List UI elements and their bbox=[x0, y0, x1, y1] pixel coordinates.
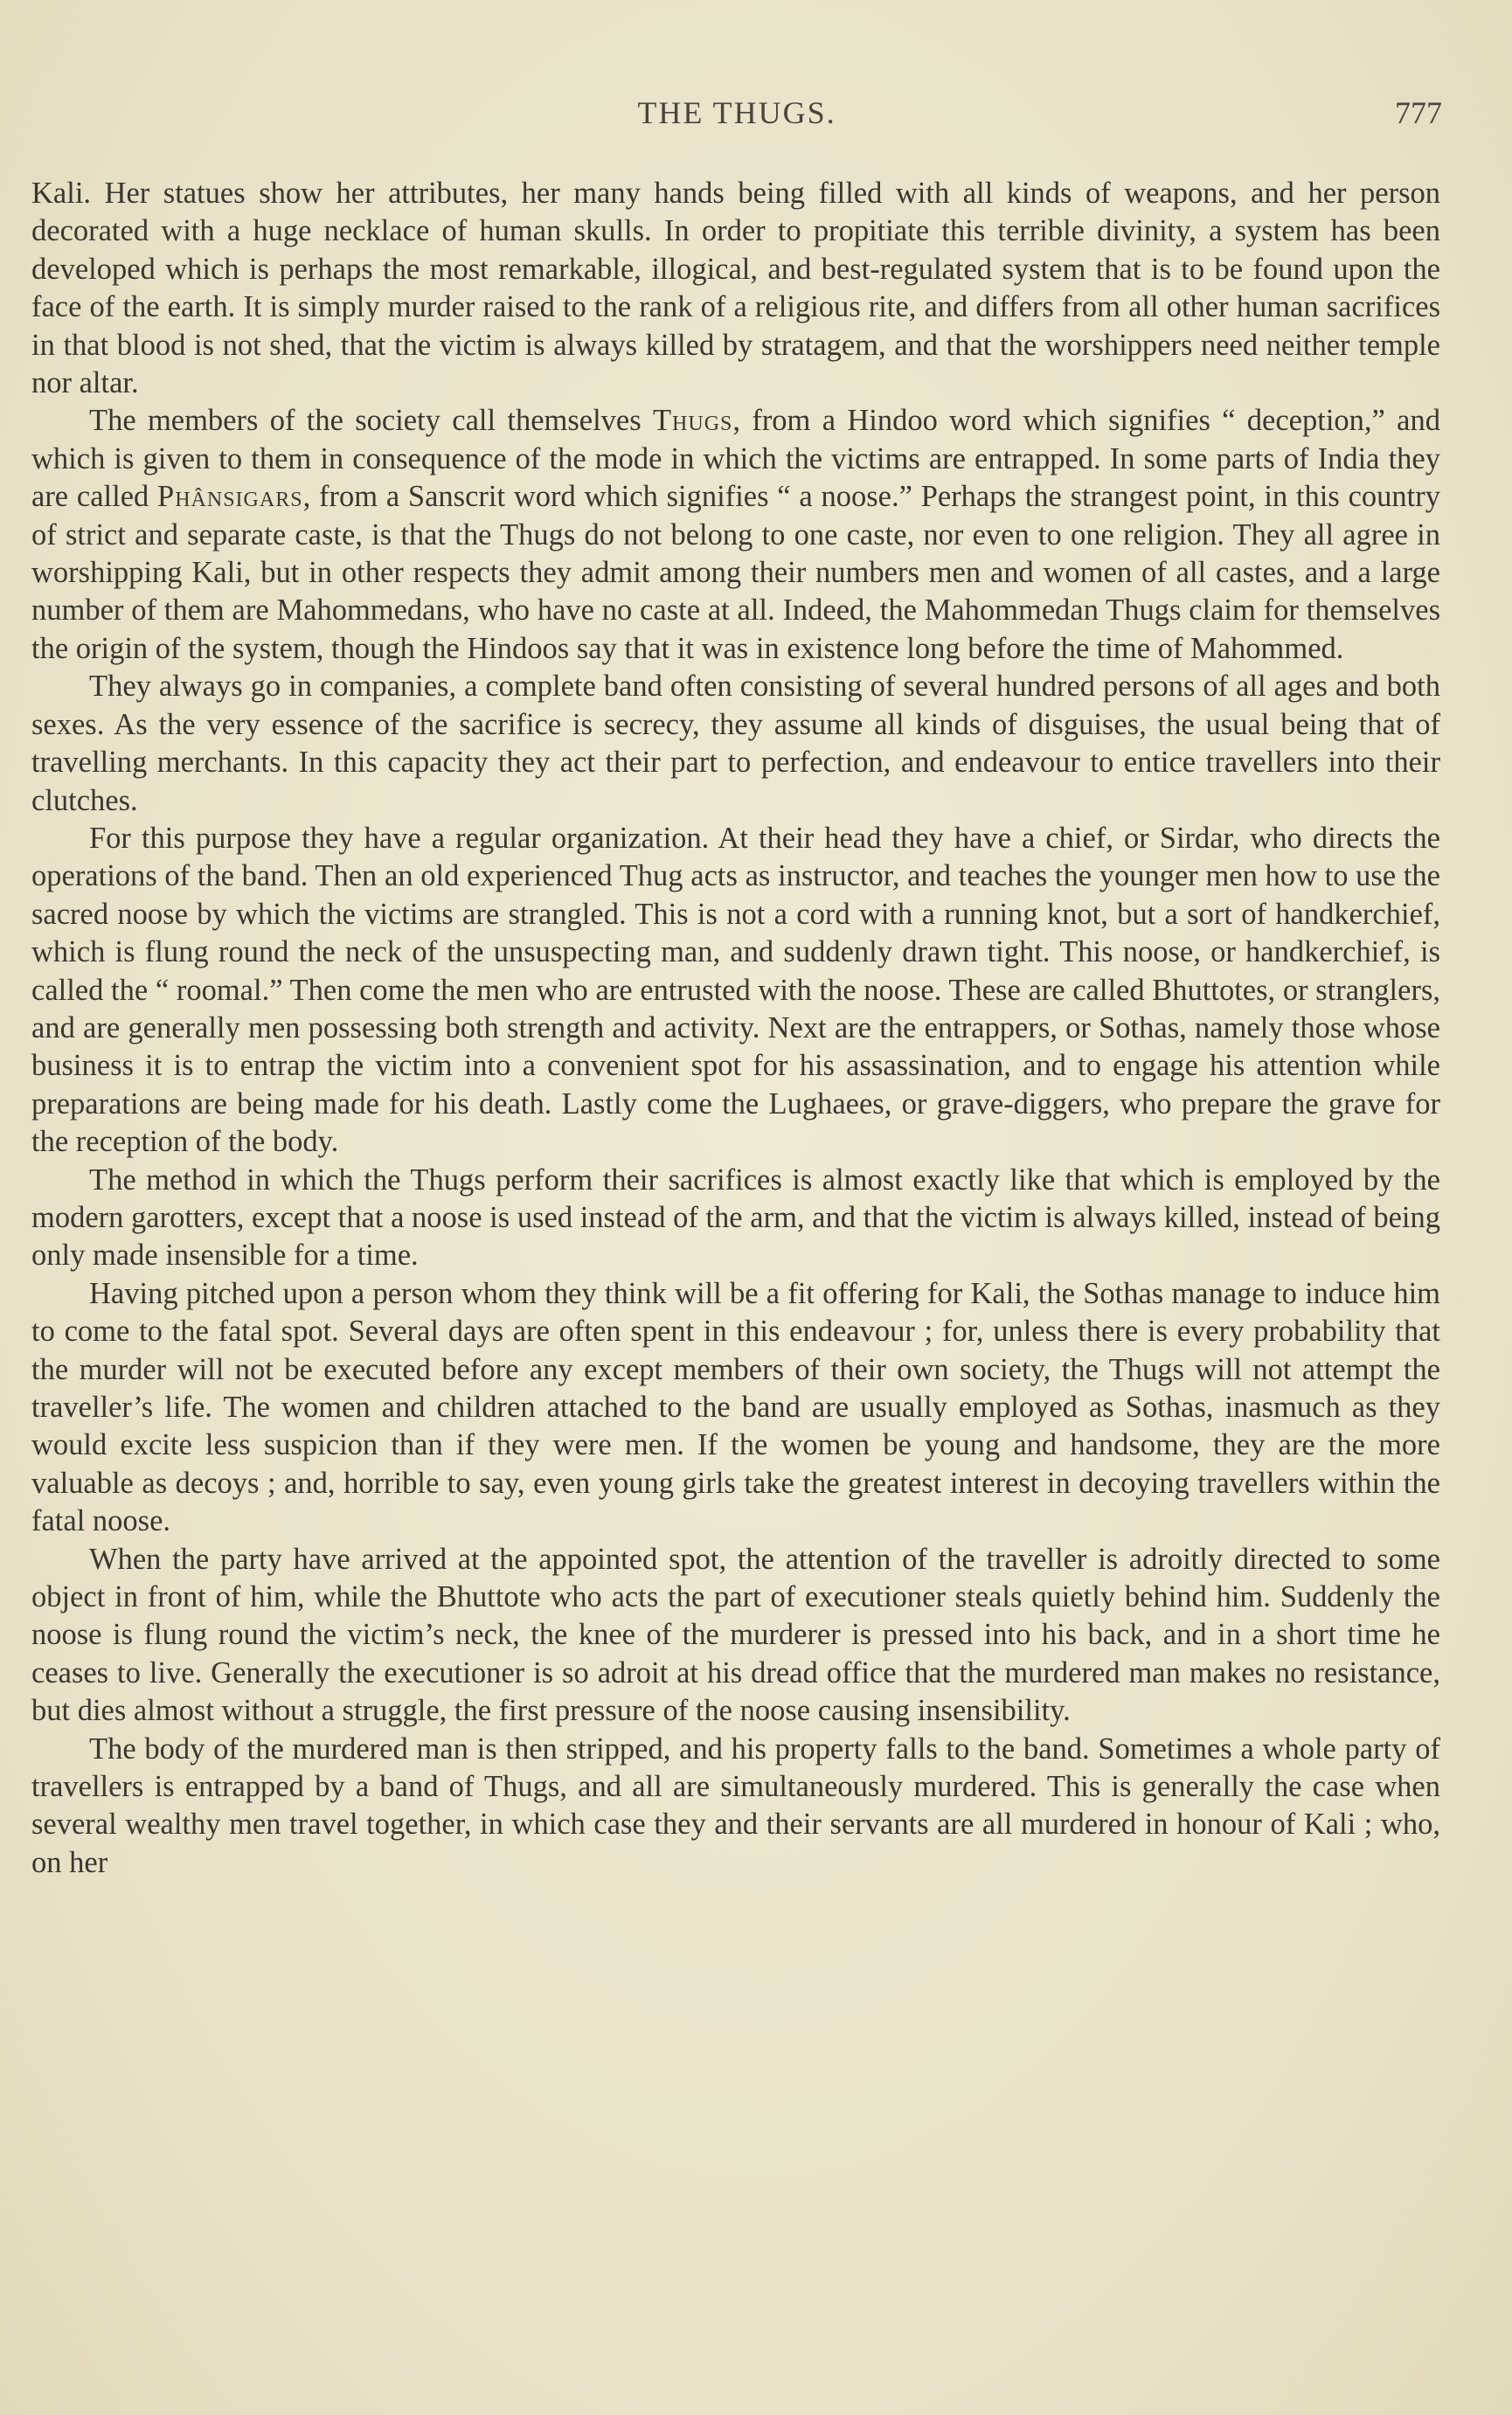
text-run: For this purpose they have a regular organization. At their head they have a chief, or Sirdar, who directs the operations of the band. Then an old experienced Thug acts as instructor, and teaches the younger men how to use the sacred noose by which the victims are strangled. This is not a cord with a running knot, but a sort of handkerchief, which is flung round the neck of the unsuspecting man, and suddenly drawn tight. This noose, or handkerchief, is called the “ roomal.” Then come the men who are entrusted with the noose. These are called Bhuttotes, or stranglers, and are generally men possessing both strength and activity. Next are the entrappers, or Sothas, namely those whose business it is to entrap the victim into a convenient spot for his assassination, and to engage his attention while preparations are being made for his death. Lastly come the Lughaees, or grave-diggers, who prepare the grave for the reception of the body. bbox=[31, 821, 1440, 1159]
page-number: 777 bbox=[1395, 95, 1442, 130]
paragraph bbox=[31, 1275, 1440, 1541]
body-text bbox=[31, 175, 1440, 1882]
small-caps-term: Phânsigars bbox=[157, 480, 303, 514]
text-run: , from a Sanscrit word which signifies “ a noose.” Perhaps the strangest point, in this country of strict and separate caste, is that the Thugs do not belong to one caste, nor even to one religion. They all agree in worshipping Kali, but in other respects they admit among their numbers men and women of all castes, and a large number of them are Mahommedans, who have no caste at all. Indeed, the Mahommedan Thugs claim for themselves the origin of the system, though the Hindoos say that it was in existence long before the time of Mahommed. bbox=[31, 480, 1440, 665]
text-run: They always go in companies, a complete band often consisting of several hundred persons of all ages and both sexes. As the very essence of the sacrifice is secrecy, they assume all kinds of disguises, the usual being that of travelling merchants. In this capacity they act their part to perfection, and endeavour to entice travellers into their clutches. bbox=[31, 670, 1440, 817]
text-run: The method in which the Thugs perform their sacrifices is almost exactly like that which is employed by the modern garotters, except that a noose is used instead of the arm, and that the victim is always killed, instead of being only made insensible for a time. bbox=[31, 1162, 1440, 1273]
text-run: , from a Hindoo word which signifies “ deception,” and which is given to them in consequence of the mode in which the victims are entrapped. In some parts of India they are called bbox=[31, 404, 1440, 514]
paragraph bbox=[31, 820, 1440, 1162]
paragraph bbox=[31, 1541, 1440, 1731]
text-run: The members of the society call themselves bbox=[89, 404, 653, 438]
paragraph bbox=[31, 175, 1440, 402]
running-title: THE THUGS. bbox=[637, 95, 836, 130]
page-header bbox=[31, 94, 1442, 136]
text-run: When the party have arrived at the appointed spot, the attention of the traveller is adroitly directed to some object in front of him, while the Bhuttote who acts the part of executioner steals quietly behind him. Suddenly the noose is flung round the victim’s neck, the knee of the murderer is pressed into his back, and in a short time he ceases to live. Generally the executioner is so adroit at his dread office that the murdered man makes no resistance, but dies almost without a struggle, the first pressure of the noose causing insensibility. bbox=[31, 1542, 1440, 1728]
paragraph bbox=[31, 1731, 1440, 1883]
paragraph bbox=[31, 668, 1440, 820]
paragraph bbox=[31, 402, 1440, 668]
text-run: The body of the murdered man is then stripped, and his property falls to the band. Sometimes a whole party of travellers is entrapped by a band of Thugs, and all are simultaneously murdered. This is generally the case when several wealthy men travel together, in which case they and their servants are all murdered in honour of Kali ; who, on her bbox=[31, 1731, 1440, 1879]
text-run: Kali. Her statues show her attributes, her many hands being filled with all kinds of weapons, and her person decorated with a huge necklace of human skulls. In order to propitiate this terrible divinity, a system has been developed which is perhaps the most remarkable, illogical, and best-regulated system that is to be found upon the face of the earth. It is simply murder raised to the rank of a religious rite, and differs from all other human sacrifices in that blood is not shed, that the victim is always killed by stratagem, and that the worshippers need neither temple nor altar. bbox=[31, 177, 1440, 400]
small-caps-term: Thugs bbox=[652, 404, 733, 438]
text-run: Having pitched upon a person whom they think will be a fit offering for Kali, the Sothas manage to induce him to come to the fatal spot. Several days are often spent in this endeavour ; for, unless there is every probability that the murder will not be executed before any except members of their own society, the Thugs will not attempt the traveller’s life. The women and children attached to the band are usually employed as Sothas, inasmuch as they would excite less suspicion than if they were men. If the women be young and handsome, they are the more valuable as decoys ; and, horrible to say, even young girls take the greatest interest in decoying travellers within the fatal noose. bbox=[31, 1276, 1440, 1538]
paragraph bbox=[31, 1162, 1440, 1275]
